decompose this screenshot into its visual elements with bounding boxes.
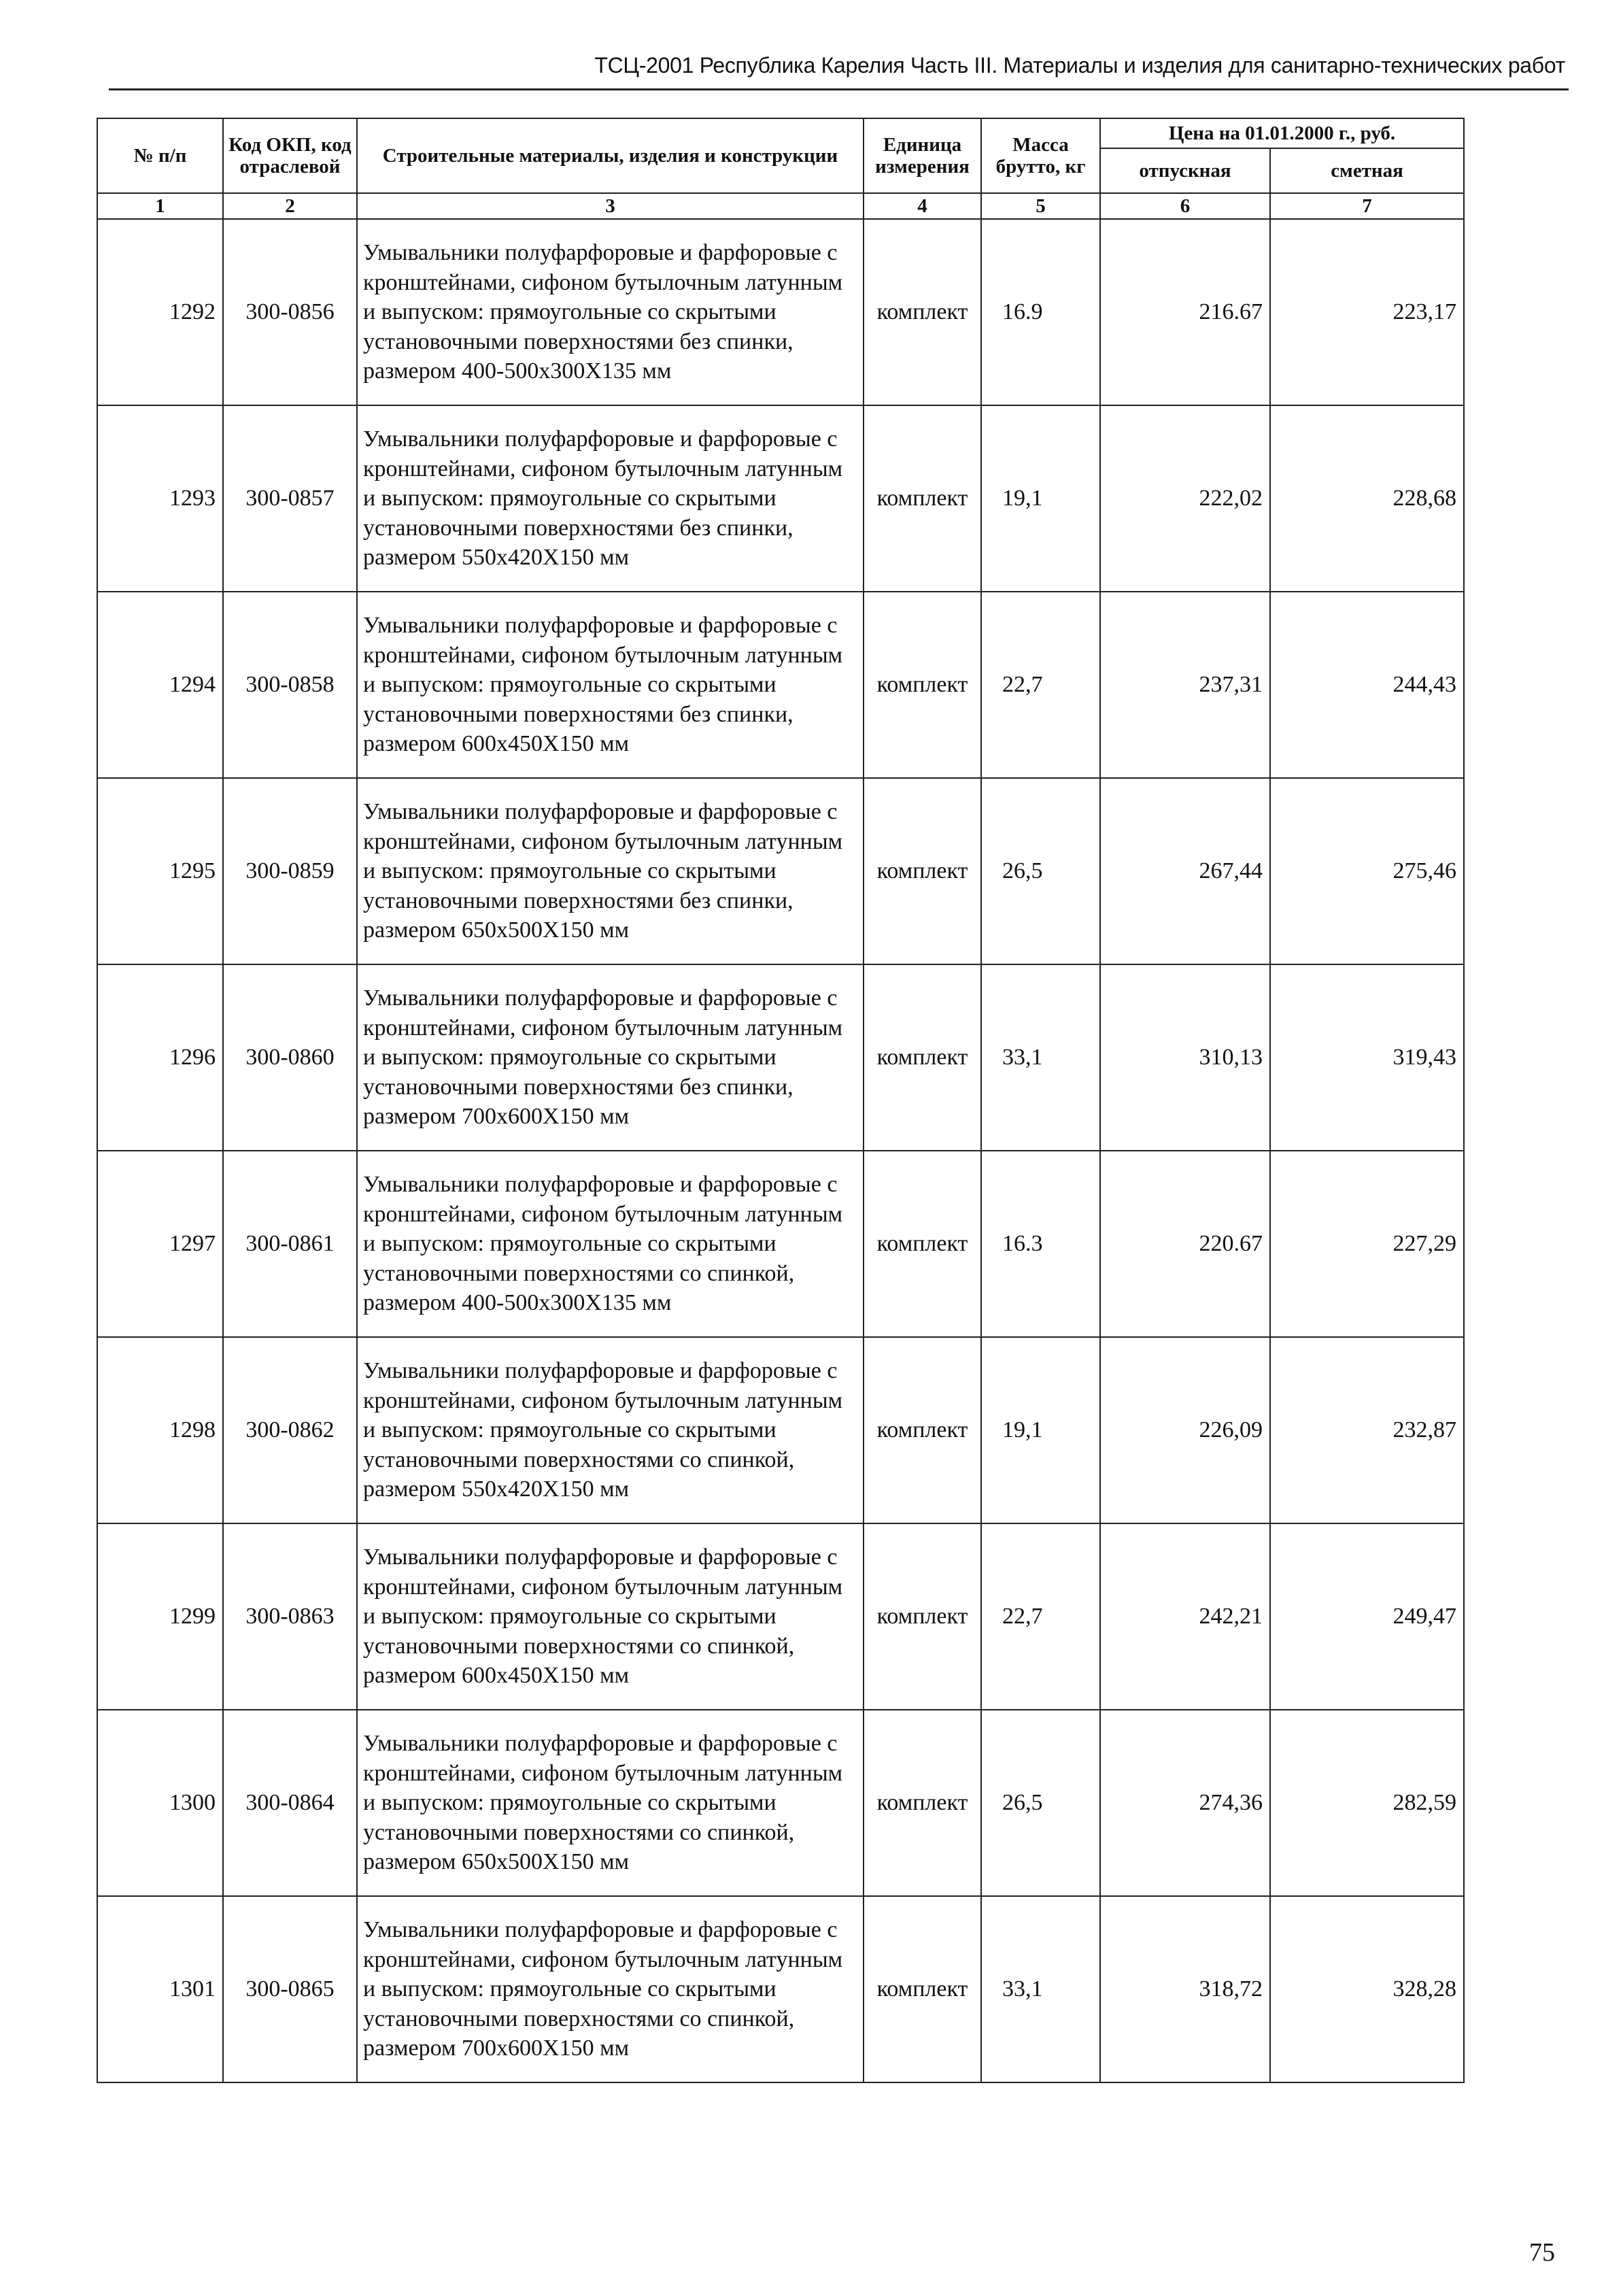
row-unit: комплект — [864, 592, 981, 778]
row-price-release: 310,13 — [1100, 964, 1270, 1151]
running-header: ТСЦ-2001 Республика Карелия Часть III. Материалы и изделия для санитарно-технических работ — [594, 53, 1565, 78]
header-price-estimate: сметная — [1270, 148, 1464, 193]
row-number: 1300 — [97, 1710, 223, 1896]
page-number: 75 — [1529, 2238, 1555, 2267]
row-number: 1292 — [97, 219, 223, 405]
table-row — [97, 592, 1464, 778]
table-header — [97, 118, 1464, 219]
row-code: 300-0856 — [223, 219, 357, 405]
table-row — [97, 1896, 1464, 2082]
row-description: Умывальники полуфарфоровые и фарфоровые с кронштейнами, сифоном бутылочным латунным и выпуском: прямоугольные со скрытыми установочными поверхностями со спинкой, размером 550х420Х150 мм — [357, 1337, 864, 1523]
row-description: Умывальники полуфарфоровые и фарфоровые с кронштейнами, сифоном бутылочным латунным и выпуском: прямоугольные со скрытыми установочными поверхностями со спинкой, размером 400-500х300Х135 мм — [357, 1151, 864, 1337]
row-code: 300-0863 — [223, 1523, 357, 1710]
header-rule — [109, 88, 1569, 90]
row-unit: комплект — [864, 1896, 981, 2082]
row-mass: 19,1 — [981, 405, 1100, 592]
row-code: 300-0865 — [223, 1896, 357, 2082]
header-no: № п/п — [97, 118, 223, 193]
row-code: 300-0858 — [223, 592, 357, 778]
row-unit: комплект — [864, 1523, 981, 1710]
column-number: 4 — [864, 193, 981, 219]
row-unit: комплект — [864, 1710, 981, 1896]
row-description: Умывальники полуфарфоровые и фарфоровые с кронштейнами, сифоном бутылочным латунным и выпуском: прямоугольные со скрытыми установочными поверхностями без спинки, размером 600х450Х150 мм — [357, 592, 864, 778]
row-number: 1301 — [97, 1896, 223, 2082]
header-mass: Масса брутто, кг — [981, 118, 1100, 193]
column-number-row — [97, 193, 1464, 219]
table-row — [97, 219, 1464, 405]
row-code: 300-0860 — [223, 964, 357, 1151]
row-number: 1299 — [97, 1523, 223, 1710]
row-number: 1298 — [97, 1337, 223, 1523]
row-price-estimate: 328,28 — [1270, 1896, 1464, 2082]
row-price-release: 222,02 — [1100, 405, 1270, 592]
row-number: 1296 — [97, 964, 223, 1151]
row-mass: 26,5 — [981, 1710, 1100, 1896]
row-description: Умывальники полуфарфоровые и фарфоровые с кронштейнами, сифоном бутылочным латунным и выпуском: прямоугольные со скрытыми установочными поверхностями со спинкой, размером 700х600Х150 мм — [357, 1896, 864, 2082]
table-row — [97, 1337, 1464, 1523]
header-desc: Строительные материалы, изделия и конструкции — [357, 118, 864, 193]
row-mass: 33,1 — [981, 964, 1100, 1151]
table-row — [97, 405, 1464, 592]
row-unit: комплект — [864, 964, 981, 1151]
row-mass: 19,1 — [981, 1337, 1100, 1523]
header-price-group: Цена на 01.01.2000 г., руб. — [1100, 118, 1464, 148]
row-price-estimate: 249,47 — [1270, 1523, 1464, 1710]
row-number: 1293 — [97, 405, 223, 592]
column-number: 3 — [357, 193, 864, 219]
column-number: 2 — [223, 193, 357, 219]
table-body — [97, 219, 1464, 2082]
table-row — [97, 964, 1464, 1151]
table-row — [97, 1523, 1464, 1710]
header-unit: Единица измерения — [864, 118, 981, 193]
row-unit: комплект — [864, 219, 981, 405]
row-mass: 33,1 — [981, 1896, 1100, 2082]
row-description: Умывальники полуфарфоровые и фарфоровые с кронштейнами, сифоном бутылочным латунным и выпуском: прямоугольные со скрытыми установочными поверхностями со спинкой, размером 650х500Х150 мм — [357, 1710, 864, 1896]
row-code: 300-0864 — [223, 1710, 357, 1896]
row-description: Умывальники полуфарфоровые и фарфоровые с кронштейнами, сифоном бутылочным латунным и выпуском: прямоугольные со скрытыми установочными поверхностями без спинки, размером 400-500х300Х135 мм — [357, 219, 864, 405]
row-mass: 16.9 — [981, 219, 1100, 405]
header-code: Код ОКП, код отраслевой — [223, 118, 357, 193]
row-unit: комплект — [864, 1151, 981, 1337]
row-code: 300-0861 — [223, 1151, 357, 1337]
row-price-release: 242,21 — [1100, 1523, 1270, 1710]
row-mass: 16.3 — [981, 1151, 1100, 1337]
row-price-release: 237,31 — [1100, 592, 1270, 778]
price-table — [97, 118, 1465, 2083]
row-price-estimate: 282,59 — [1270, 1710, 1464, 1896]
row-price-estimate: 319,43 — [1270, 964, 1464, 1151]
row-price-estimate: 227,29 — [1270, 1151, 1464, 1337]
row-price-estimate: 223,17 — [1270, 219, 1464, 405]
table-row — [97, 1151, 1464, 1337]
row-description: Умывальники полуфарфоровые и фарфоровые с кронштейнами, сифоном бутылочным латунным и выпуском: прямоугольные со скрытыми установочными поверхностями без спинки, размером 650х500Х150 мм — [357, 778, 864, 964]
row-price-release: 226,09 — [1100, 1337, 1270, 1523]
header-price-release: отпускная — [1100, 148, 1270, 193]
row-code: 300-0857 — [223, 405, 357, 592]
table-row — [97, 778, 1464, 964]
row-price-release: 267,44 — [1100, 778, 1270, 964]
row-price-release: 220.67 — [1100, 1151, 1270, 1337]
row-mass: 22,7 — [981, 592, 1100, 778]
row-description: Умывальники полуфарфоровые и фарфоровые с кронштейнами, сифоном бутылочным латунным и выпуском: прямоугольные со скрытыми установочными поверхностями без спинки, размером 700х600Х150 мм — [357, 964, 864, 1151]
table-row — [97, 1710, 1464, 1896]
row-number: 1297 — [97, 1151, 223, 1337]
row-price-release: 274,36 — [1100, 1710, 1270, 1896]
row-description: Умывальники полуфарфоровые и фарфоровые с кронштейнами, сифоном бутылочным латунным и выпуском: прямоугольные со скрытыми установочными поверхностями со спинкой, размером 600х450Х150 мм — [357, 1523, 864, 1710]
row-price-estimate: 275,46 — [1270, 778, 1464, 964]
column-number: 7 — [1270, 193, 1464, 219]
row-unit: комплект — [864, 1337, 981, 1523]
column-number: 6 — [1100, 193, 1270, 219]
column-number: 5 — [981, 193, 1100, 219]
row-price-estimate: 244,43 — [1270, 592, 1464, 778]
row-description: Умывальники полуфарфоровые и фарфоровые с кронштейнами, сифоном бутылочным латунным и выпуском: прямоугольные со скрытыми установочными поверхностями без спинки, размером 550х420Х150 мм — [357, 405, 864, 592]
row-price-estimate: 228,68 — [1270, 405, 1464, 592]
row-mass: 26,5 — [981, 778, 1100, 964]
row-mass: 22,7 — [981, 1523, 1100, 1710]
row-unit: комплект — [864, 778, 981, 964]
column-number: 1 — [97, 193, 223, 219]
row-price-release: 318,72 — [1100, 1896, 1270, 2082]
row-number: 1294 — [97, 592, 223, 778]
row-price-release: 216.67 — [1100, 219, 1270, 405]
row-code: 300-0862 — [223, 1337, 357, 1523]
row-code: 300-0859 — [223, 778, 357, 964]
row-price-estimate: 232,87 — [1270, 1337, 1464, 1523]
row-unit: комплект — [864, 405, 981, 592]
row-number: 1295 — [97, 778, 223, 964]
